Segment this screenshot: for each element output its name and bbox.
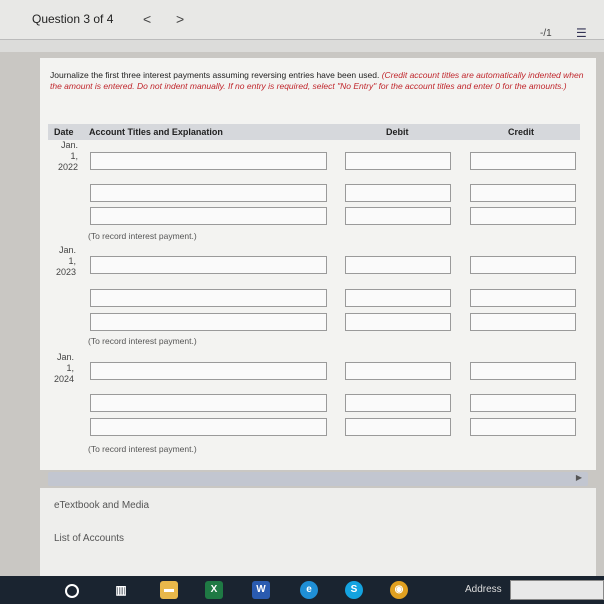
entry-date (46, 245, 76, 278)
horizontal-scrollbar[interactable] (48, 472, 588, 486)
debit-header: Debit (386, 127, 409, 137)
credit-input[interactable] (470, 313, 576, 331)
debit-input[interactable] (345, 289, 451, 307)
account-title-input[interactable] (90, 184, 327, 202)
date-month: Jan. (56, 352, 74, 362)
debit-input[interactable] (345, 394, 451, 412)
chrome-icon[interactable]: ◉ (390, 581, 408, 599)
file-explorer-icon[interactable]: ▬ (160, 581, 178, 599)
account-title-input[interactable] (90, 207, 327, 225)
date-month: Jan. (60, 140, 78, 150)
instructions (50, 70, 585, 92)
date-year: 2022 (57, 162, 78, 172)
excel-icon[interactable]: X (205, 581, 223, 599)
account-title-input[interactable] (90, 152, 327, 170)
skype-icon[interactable]: S (345, 581, 363, 599)
date-day: 1, (70, 151, 78, 161)
next-question-button[interactable]: > (176, 11, 185, 27)
credit-input[interactable] (470, 207, 576, 225)
account-header: Account Titles and Explanation (89, 127, 223, 137)
word-icon[interactable]: W (252, 581, 270, 599)
question-label: Question 3 of 4 (32, 12, 114, 26)
list-of-accounts-link[interactable]: List of Accounts (54, 533, 125, 544)
score-indicator: -/1 (540, 28, 552, 39)
debit-input[interactable] (345, 256, 451, 274)
account-title-input[interactable] (90, 256, 327, 274)
debit-input[interactable] (345, 313, 451, 331)
credit-input[interactable] (470, 289, 576, 307)
search-icon[interactable] (65, 584, 79, 598)
entry-date (44, 352, 74, 385)
credit-input[interactable] (470, 394, 576, 412)
date-day: 1, (66, 363, 74, 373)
credit-input[interactable] (470, 256, 576, 274)
credit-input[interactable] (470, 362, 576, 380)
debit-input[interactable] (345, 152, 451, 170)
journal-table-header (48, 124, 580, 140)
date-month: Jan. (58, 245, 76, 255)
account-title-input[interactable] (90, 394, 327, 412)
entry-memo: (To record interest payment.) (88, 336, 197, 346)
taskbar (0, 576, 604, 604)
address-label: Address (465, 584, 502, 595)
etextbook-link[interactable]: eTextbook and Media (54, 500, 150, 511)
credit-input[interactable] (470, 152, 576, 170)
account-title-input[interactable] (90, 418, 327, 436)
task-view-icon[interactable]: ▥ (115, 583, 127, 597)
date-day: 1, (68, 256, 76, 266)
debit-input[interactable] (345, 207, 451, 225)
scroll-right-icon[interactable]: ▶ (575, 473, 582, 482)
debit-input[interactable] (345, 184, 451, 202)
date-header: Date (54, 127, 74, 137)
account-title-input[interactable] (90, 289, 327, 307)
instructions-note: (Credit account titles are automatically indented when the amount is entered. Do not indent manually. If no entry is required, select "No Entry" for the account titles and enter 0 for the amounts.) (50, 70, 584, 91)
list-icon[interactable]: ☰ (576, 26, 587, 40)
date-year: 2023 (55, 267, 76, 277)
debit-input[interactable] (345, 362, 451, 380)
date-year: 2024 (53, 374, 74, 384)
prev-question-button[interactable]: < (143, 11, 152, 27)
header-divider (0, 40, 604, 52)
account-title-input[interactable] (90, 362, 327, 380)
top-bar (0, 0, 604, 40)
debit-input[interactable] (345, 418, 451, 436)
credit-input[interactable] (470, 184, 576, 202)
edge-icon[interactable]: e (300, 581, 318, 599)
entry-memo: (To record interest payment.) (88, 231, 197, 241)
credit-header: Credit (508, 127, 535, 137)
entry-memo: (To record interest payment.) (88, 444, 197, 454)
entry-date (48, 140, 78, 173)
account-title-input[interactable] (90, 313, 327, 331)
credit-input[interactable] (470, 418, 576, 436)
instructions-main: Journalize the first three interest payments assuming reversing entries have been used. (50, 70, 380, 80)
address-input[interactable] (510, 580, 604, 600)
